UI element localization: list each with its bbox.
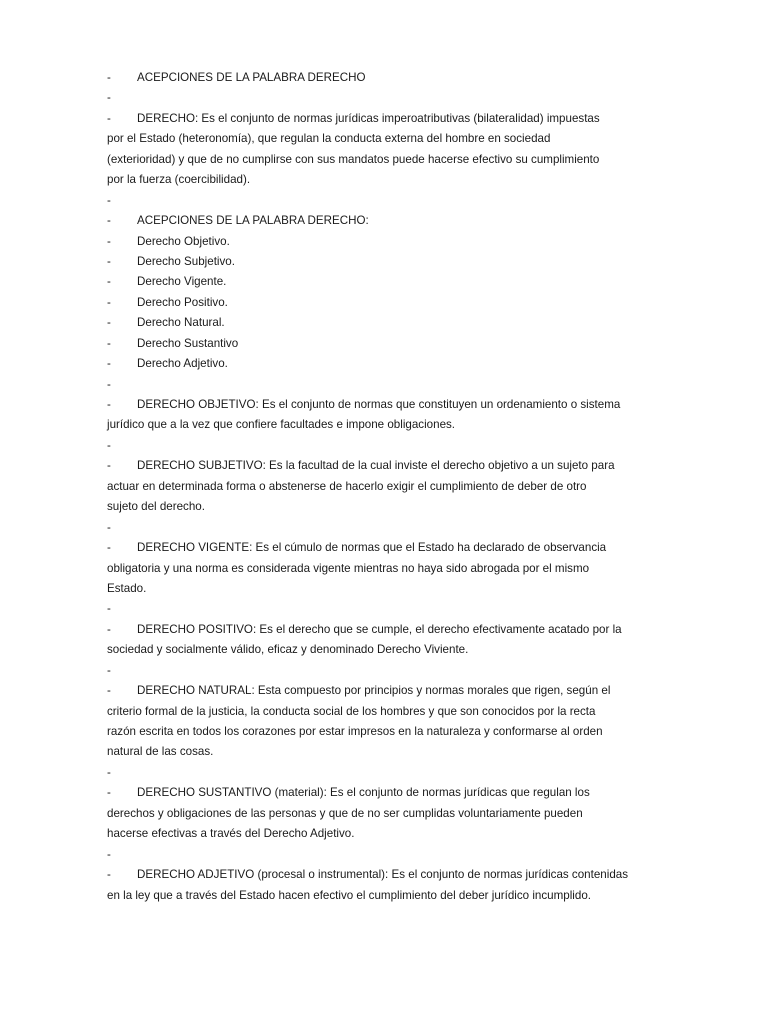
line-text: Derecho Vigente. xyxy=(137,275,227,289)
document-line xyxy=(107,313,659,333)
bullet-dash: - xyxy=(107,786,111,800)
document-line xyxy=(107,865,659,885)
document-line xyxy=(107,170,659,190)
line-text: DERECHO SUSTANTIVO (material): Es el conjunto de normas jurídicas que regulan los xyxy=(137,786,590,800)
line-continuation-text: razón escrita en todos los corazones por estar impresos en la naturaleza y conformarse al orden xyxy=(107,725,603,738)
document-line xyxy=(107,518,659,538)
document-line xyxy=(107,354,659,374)
document-line xyxy=(107,477,659,497)
document-line xyxy=(107,702,659,722)
line-text: Derecho Subjetivo. xyxy=(137,254,235,268)
line-continuation-text: sociedad y socialmente válido, eficaz y denominado Derecho Viviente. xyxy=(107,643,469,657)
document-line xyxy=(107,211,659,231)
bullet-dash: - xyxy=(107,868,111,882)
line-continuation-text: obligatoria y una norma es considerada vigente mientras no haya sido abrogada por el mismo xyxy=(107,561,590,575)
line-text: DERECHO OBJETIVO: Es el conjunto de normas que constituyen un ordenamiento o sistema xyxy=(137,398,621,411)
bullet-dash: - xyxy=(107,847,111,861)
bullet-dash: - xyxy=(107,684,111,698)
line-continuation-text: natural de las cosas. xyxy=(107,745,214,759)
bullet-dash: - xyxy=(107,193,111,207)
document-line xyxy=(107,293,659,313)
document-line xyxy=(107,150,659,170)
bullet-dash: - xyxy=(107,336,111,350)
document-line xyxy=(107,886,659,906)
document-line xyxy=(107,395,659,415)
bullet-dash: - xyxy=(107,377,111,391)
bullet-dash: - xyxy=(107,295,111,309)
document-line xyxy=(107,824,659,844)
document-line xyxy=(107,375,659,395)
line-text: Derecho Positivo. xyxy=(137,295,228,309)
line-text: Derecho Adjetivo. xyxy=(137,357,228,371)
document-line xyxy=(107,538,659,558)
bullet-dash: - xyxy=(107,111,111,125)
line-text: Derecho Sustantivo xyxy=(137,336,239,350)
document-line xyxy=(107,497,659,517)
bullet-dash: - xyxy=(107,438,111,452)
document-line xyxy=(107,109,659,129)
line-text: ACEPCIONES DE LA PALABRA DERECHO xyxy=(137,71,366,84)
document-line xyxy=(107,272,659,292)
bullet-dash: - xyxy=(107,459,111,473)
bullet-dash: - xyxy=(107,357,111,371)
document-line xyxy=(107,681,659,701)
line-continuation-text: por el Estado (heteronomía), que regulan la conducta externa del hombre en sociedad xyxy=(107,132,551,146)
bullet-dash: - xyxy=(107,765,111,779)
document-line xyxy=(107,129,659,149)
line-continuation-text: jurídico que a la vez que confiere facultades e impone obligaciones. xyxy=(107,418,456,432)
bullet-dash: - xyxy=(107,398,111,411)
document-line xyxy=(107,579,659,599)
document-line xyxy=(107,68,659,88)
document-line xyxy=(107,742,659,762)
document-line xyxy=(107,783,659,803)
bullet-dash: - xyxy=(107,520,111,534)
document-line xyxy=(107,88,659,108)
document-line xyxy=(107,620,659,640)
line-continuation-text: actuar en determinada forma o abstenerse de hacerlo exigir el cumplimiento de deber de otro xyxy=(107,479,587,493)
bullet-dash: - xyxy=(107,234,111,248)
document-line xyxy=(107,722,659,742)
document-line xyxy=(107,191,659,211)
line-continuation-text: derechos y obligaciones de las personas y que de no ser cumplidas voluntariamente pueden xyxy=(107,806,583,820)
bullet-dash: - xyxy=(107,316,111,330)
line-text: DERECHO ADJETIVO (procesal o instrumental): Es el conjunto de normas jurídicas contenidas xyxy=(137,868,629,882)
document-body xyxy=(107,68,659,906)
document-line xyxy=(107,232,659,252)
bullet-dash: - xyxy=(107,71,111,84)
bullet-dash: - xyxy=(107,541,111,555)
line-text: DERECHO: Es el conjunto de normas jurídicas imperoatributivas (bilateralidad) impuestas xyxy=(137,111,600,125)
document-line xyxy=(107,640,659,660)
document-line xyxy=(107,661,659,681)
bullet-dash: - xyxy=(107,622,111,636)
bullet-dash: - xyxy=(107,214,111,228)
document-line xyxy=(107,415,659,435)
bullet-dash: - xyxy=(107,275,111,289)
document-line xyxy=(107,456,659,476)
line-continuation-text: Estado. xyxy=(107,581,147,595)
line-text: Derecho Objetivo. xyxy=(137,234,230,248)
line-continuation-text: en la ley que a través del Estado hacen efectivo el cumplimiento del deber jurídico incumplido. xyxy=(107,888,591,902)
bullet-dash: - xyxy=(107,602,111,616)
document-line xyxy=(107,334,659,354)
line-continuation-text: (exterioridad) y que de no cumplirse con sus mandatos puede hacerse efectivo su cumplimiento xyxy=(107,152,600,166)
line-text: DERECHO VIGENTE: Es el cúmulo de normas que el Estado ha declarado de observancia xyxy=(137,541,607,555)
line-continuation-text: hacerse efectivas a través del Derecho Adjetivo. xyxy=(107,827,355,841)
line-text: ACEPCIONES DE LA PALABRA DERECHO: xyxy=(137,214,369,228)
line-continuation-text: criterio formal de la justicia, la conducta social de los hombres y que son conocidos por la recta xyxy=(107,704,596,718)
document-line xyxy=(107,252,659,272)
bullet-dash: - xyxy=(107,91,111,105)
bullet-dash: - xyxy=(107,254,111,268)
document-line xyxy=(107,763,659,783)
document-line xyxy=(107,599,659,619)
document-line xyxy=(107,559,659,579)
line-continuation-text: por la fuerza (coercibilidad). xyxy=(107,173,251,187)
line-text: DERECHO POSITIVO: Es el derecho que se cumple, el derecho efectivamente acatado por la xyxy=(137,622,622,636)
document-line xyxy=(107,845,659,865)
line-text: Derecho Natural. xyxy=(137,316,225,330)
line-text: DERECHO SUBJETIVO: Es la facultad de la cual inviste el derecho objetivo a un sujeto para xyxy=(137,459,615,473)
bullet-dash: - xyxy=(107,663,111,677)
line-text: DERECHO NATURAL: Esta compuesto por principios y normas morales que rigen, según el xyxy=(137,684,611,698)
line-continuation-text: sujeto del derecho. xyxy=(107,500,205,514)
document-line xyxy=(107,436,659,456)
document-line xyxy=(107,804,659,824)
